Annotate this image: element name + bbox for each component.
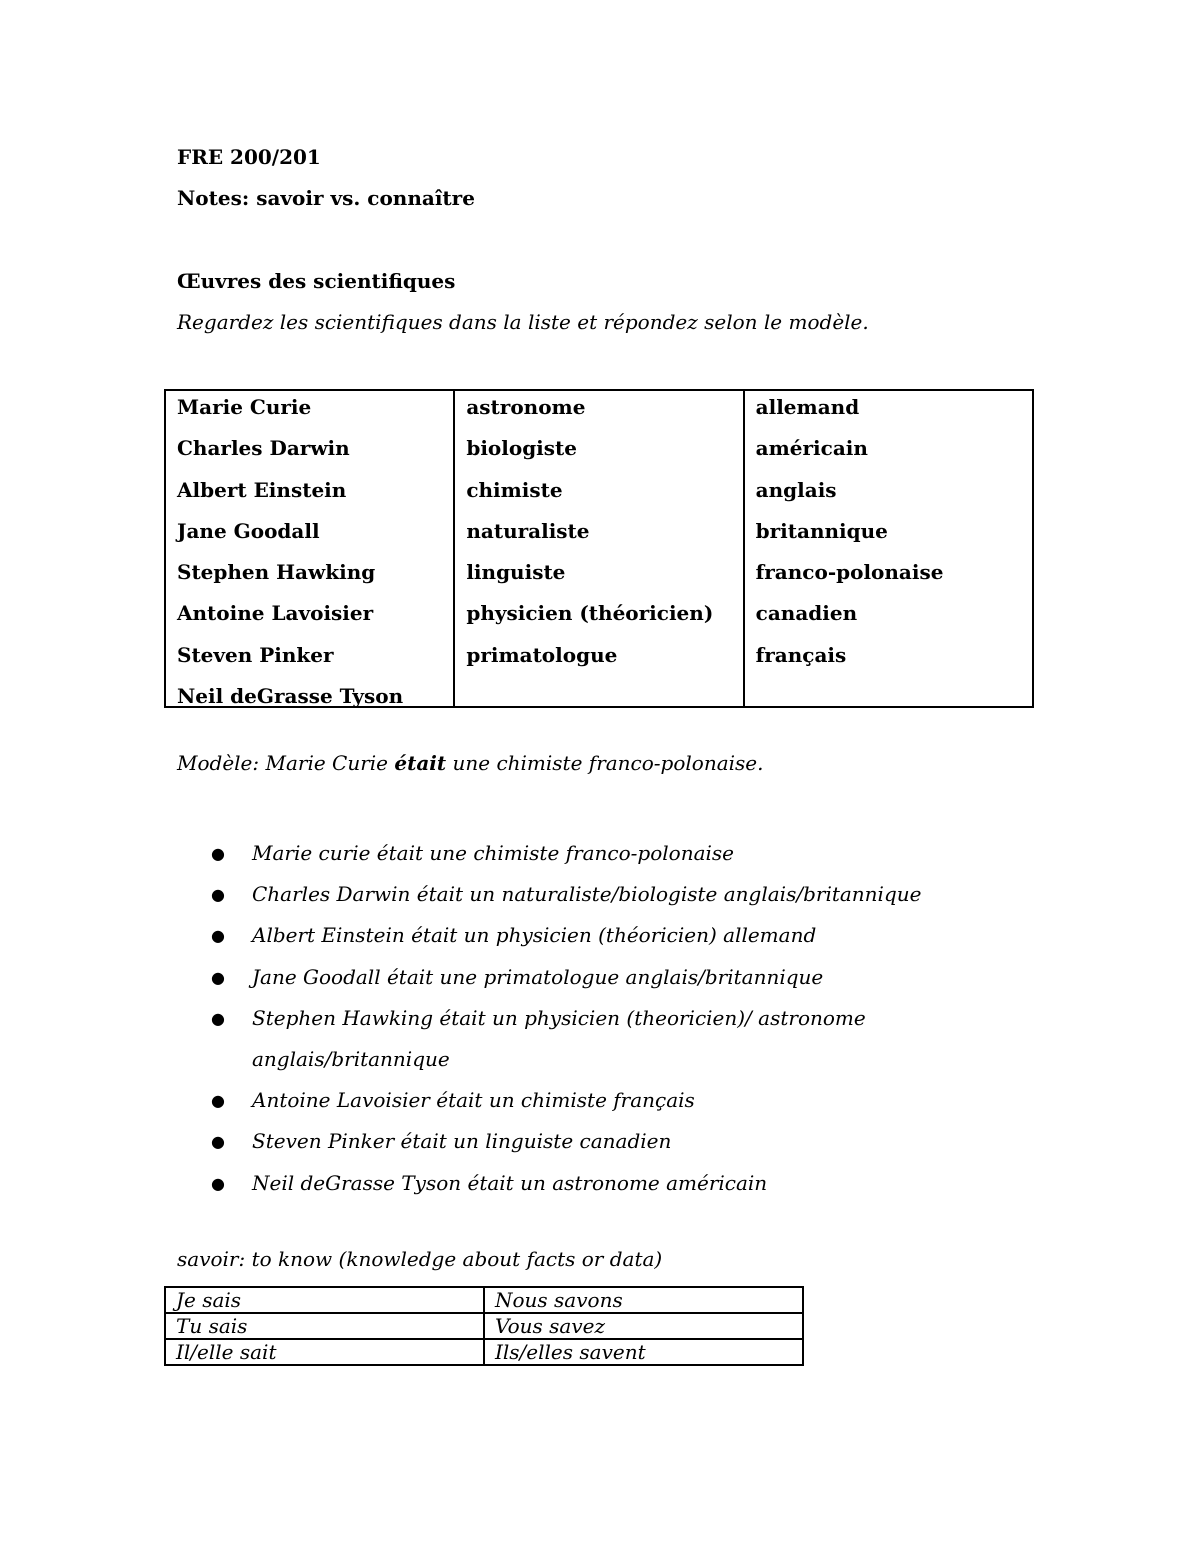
answer-text: Steven Pinker était un linguiste canadien bbox=[252, 1129, 672, 1154]
bullet-icon: ● bbox=[211, 967, 225, 987]
answer-text: Charles Darwin était un naturaliste/biologiste anglais/britannique bbox=[252, 882, 922, 907]
nationality: anglais bbox=[755, 477, 837, 502]
answer-text: Albert Einstein était un physicien (théoricien) allemand bbox=[252, 923, 817, 948]
savoir-definition: savoir: to know (knowledge about facts or data) bbox=[177, 1247, 663, 1271]
table-row bbox=[165, 1287, 803, 1313]
profession: naturaliste bbox=[466, 518, 590, 543]
conjugation-cell: Il/elle sait bbox=[165, 1339, 484, 1365]
list-item bbox=[176, 833, 1076, 874]
names-column bbox=[166, 391, 453, 709]
list-item bbox=[176, 957, 1076, 998]
answer-text: Stephen Hawking était un physicien (theoricien)/ astronome anglais/britannique bbox=[252, 1005, 866, 1072]
answers-list bbox=[176, 833, 1076, 1204]
scientist-name: Jane Goodall bbox=[177, 518, 320, 543]
nationalities-column bbox=[743, 391, 1032, 706]
list-item bbox=[176, 1080, 1076, 1121]
scientist-name: Stephen Hawking bbox=[177, 560, 376, 585]
list-item bbox=[176, 915, 1076, 956]
scientist-name: Albert Einstein bbox=[177, 477, 347, 502]
model-verb: était bbox=[394, 751, 447, 775]
nationality: canadien bbox=[755, 601, 858, 626]
profession: primatologue bbox=[466, 642, 618, 667]
scientist-name: Steven Pinker bbox=[177, 642, 334, 667]
nationality: allemand bbox=[755, 395, 860, 419]
bullet-icon: ● bbox=[211, 885, 225, 905]
profession: biologiste bbox=[466, 436, 577, 461]
notes-title: Notes: savoir vs. connaître bbox=[177, 186, 475, 210]
bullet-icon: ● bbox=[211, 844, 225, 863]
model-suffix: une chimiste franco-polonaise. bbox=[446, 751, 764, 775]
conjugation-cell: Vous savez bbox=[484, 1313, 803, 1339]
section-title: Œuvres des scientifiques bbox=[177, 269, 456, 293]
nationality: franco-polonaise bbox=[755, 560, 944, 585]
table-row bbox=[165, 1339, 803, 1365]
scientist-name: Charles Darwin bbox=[177, 436, 350, 461]
profession: astronome bbox=[466, 395, 586, 419]
profession: linguiste bbox=[466, 560, 566, 585]
model-prefix: Modèle: Marie Curie bbox=[177, 751, 395, 775]
conjugation-cell: Tu sais bbox=[165, 1313, 484, 1339]
bullet-icon: ● bbox=[211, 1008, 225, 1028]
bullet-icon: ● bbox=[211, 926, 225, 946]
nationality: américain bbox=[755, 436, 868, 461]
conjugation-cell: Ils/elles savent bbox=[484, 1339, 803, 1365]
conjugation-cell: Je sais bbox=[165, 1287, 484, 1313]
list-item bbox=[176, 1121, 1076, 1162]
profession: chimiste bbox=[466, 477, 563, 502]
conjugation-table bbox=[164, 1286, 804, 1366]
scientist-name: Marie Curie bbox=[177, 395, 312, 419]
profession: physicien (théoricien) bbox=[466, 601, 714, 626]
nationality: britannique bbox=[755, 518, 888, 543]
scientist-name: Antoine Lavoisier bbox=[177, 601, 374, 626]
scientists-table bbox=[164, 389, 1034, 708]
scientist-name: Neil deGrasse Tyson bbox=[177, 684, 404, 709]
bullet-icon: ● bbox=[211, 1091, 225, 1111]
professions-column bbox=[453, 391, 742, 706]
answer-text: Antoine Lavoisier était un chimiste français bbox=[252, 1088, 695, 1113]
model-sentence bbox=[177, 750, 764, 776]
list-item bbox=[176, 998, 1076, 1080]
list-item bbox=[176, 874, 1076, 915]
nationality: français bbox=[755, 642, 847, 667]
list-item bbox=[176, 1163, 1076, 1204]
answer-text: Marie curie était une chimiste franco-polonaise bbox=[252, 841, 735, 865]
course-code: FRE 200/201 bbox=[177, 145, 321, 169]
instruction-text: Regardez les scientifiques dans la liste et répondez selon le modèle. bbox=[177, 310, 869, 334]
table-row bbox=[165, 1313, 803, 1339]
answer-text: Neil deGrasse Tyson était un astronome américain bbox=[252, 1170, 768, 1195]
answer-text: Jane Goodall était une primatologue anglais/britannique bbox=[252, 964, 824, 989]
conjugation-cell: Nous savons bbox=[484, 1287, 803, 1313]
bullet-icon: ● bbox=[211, 1173, 225, 1193]
bullet-icon: ● bbox=[211, 1132, 225, 1152]
